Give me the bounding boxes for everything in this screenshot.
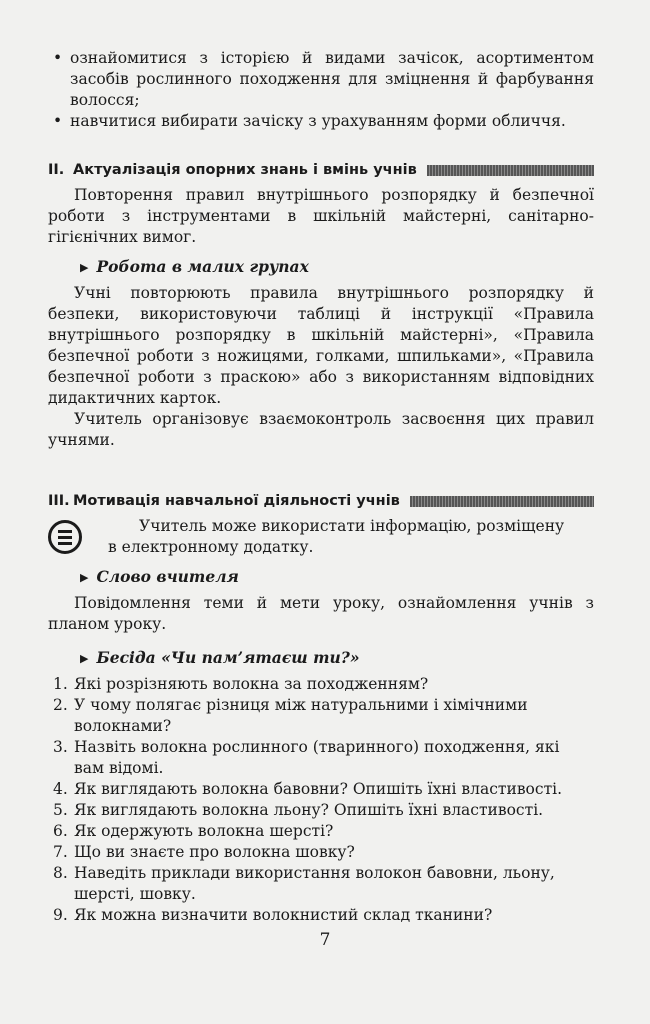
section-number: III. — [48, 493, 70, 509]
section-title: Актуалізація опорних знань і вмінь учнів — [73, 162, 417, 178]
subheading-group-work: ▶ Робота в малих групах — [80, 257, 309, 276]
triangle-icon: ▶ — [80, 571, 89, 584]
questions-list — [48, 674, 594, 926]
section2-paragraph: Учитель організовує взаємоконтроль засвоєння цих правил учнями. — [48, 410, 594, 449]
list-item: 5. Як виглядають волокна льону? Опишіть їхні властивості. — [53, 801, 544, 819]
section-title: Мотивація навчальної діяльності учнів — [73, 493, 400, 509]
triangle-icon: ▶ — [80, 261, 89, 274]
section-number: II. — [48, 162, 65, 178]
heading-bar-decoration — [410, 496, 594, 507]
bullet-dot: • — [53, 112, 63, 130]
subheading-teacher-word: ▶ Слово вчителя — [80, 567, 239, 586]
intro-bullet: • ознайомитися з історією й видами зачісок, асортиментом засобів рослинного походження для зміцнення й фарбування волосся; — [53, 49, 594, 109]
bullet-dot: • — [53, 49, 63, 67]
page-content — [48, 48, 594, 926]
list-item: 3. Назвіть волокна рослинного (тваринного) походження, які вам відомі. — [53, 738, 560, 777]
list-item: 8. Наведіть приклади використання волокон бавовни, льону, шерсті, шовку. — [53, 864, 555, 903]
list-item: 9. Як можна визначити волокнистий склад тканини? — [53, 906, 493, 924]
section2-paragraph: Учні повторюють правила внутрішнього розпорядку й безпеки, використовуючи таблиці й інструкції «Правила внутрішнього розпорядку в шкільній майстерні», «Правила безпечної роботи з ножицями, голками, шпильками», «Правила безпечної роботи з праскою» або з використанням відповідних дидактичних карток. — [48, 284, 594, 407]
intro-bullet: • навчитися вибирати зачіску з урахуванням форми обличчя. — [53, 112, 566, 130]
section2-intro: Повторення правил внутрішнього розпорядку й безпечної роботи з інструментами в шкільній майстерні, санітарно-гігієнічних вимог. — [48, 186, 594, 246]
list-item: 6. Як одержують волокна шерсті? — [53, 822, 334, 840]
page-number: 7 — [319, 930, 331, 950]
list-item: 1. Які розрізняють волокна за походженням? — [53, 675, 429, 693]
electronic-supplement-icon — [48, 520, 82, 554]
section3-paragraph: Повідомлення теми й мети уроку, ознайомлення учнів з планом уроку. — [48, 594, 594, 633]
subheading-conversation: ▶ Бесіда «Чи пам’ятаєш ти?» — [80, 648, 360, 667]
heading-bar-decoration — [427, 165, 594, 176]
list-item: 4. Як виглядають волокна бавовни? Опишіть їхні властивості. — [53, 780, 563, 798]
electronic-supplement-note — [48, 516, 594, 558]
list-item: 2. У чому полягає різниця між натуральними і хімічними волокнами? — [53, 696, 528, 735]
list-item: 7. Що ви знаєте про волокна шовку? — [53, 843, 355, 861]
supplement-text: Учитель може використати інформацію, розміщену в електронному додатку. — [108, 517, 565, 556]
section-heading-2 — [48, 160, 594, 181]
section-heading-3 — [48, 491, 594, 512]
triangle-icon: ▶ — [80, 652, 89, 665]
